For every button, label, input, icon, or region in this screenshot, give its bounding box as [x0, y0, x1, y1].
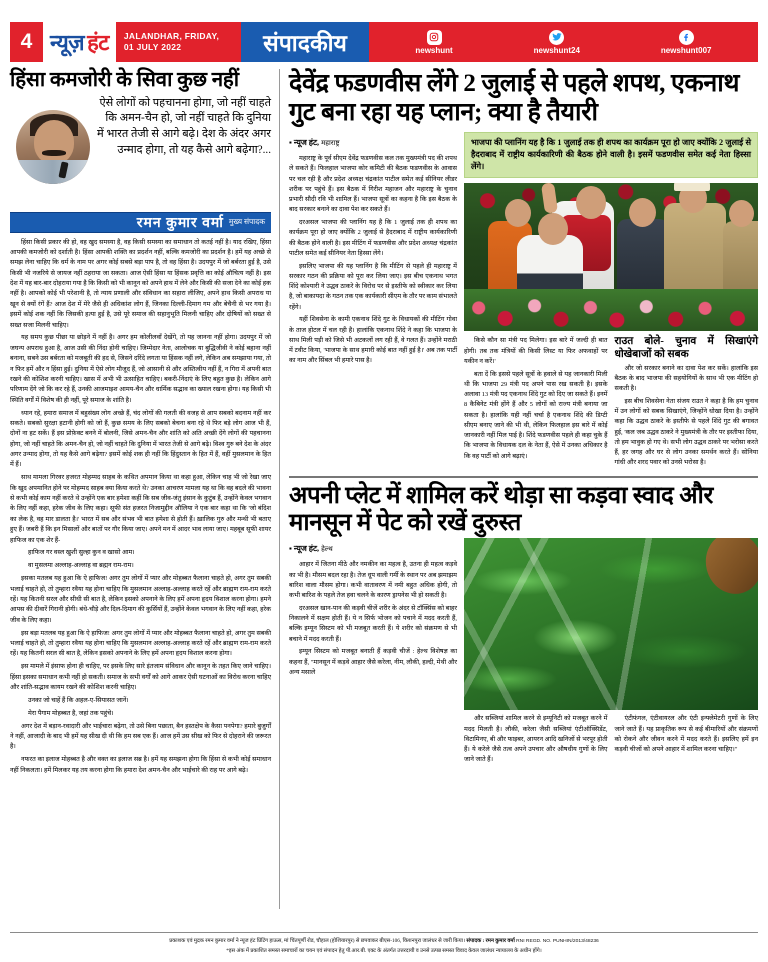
masthead-red-spacer: [227, 22, 241, 62]
article1-paragraph: दरअसल भाजपा की प्लानिंग यह है कि 1 जुलाई तक ही शपथ का कार्यक्रम पूरा हो जाए क्योंकि 2 जुलाई से हैदराबाद में राष्ट्रीय कार्यकारिणी की बैठक होने वाली है। इस मीटिंग में फडणवीस और प्रदेश अध्यक्ष चंद्रकांत पाटील समेत कई सीनियर नेता हिस्सा लेंगे।: [289, 219, 457, 257]
dateline-date: 01 JULY 2022: [123, 42, 182, 52]
editorial-verse: मेरा पैगाम मोहब्बत है, जहां तक पहुंचे।: [28, 709, 114, 717]
newspaper-logo: [43, 22, 116, 62]
article1-column-1: [289, 132, 457, 469]
articles-column: [280, 69, 758, 909]
article2-col1-body: [289, 560, 457, 678]
social-facebook[interactable]: [661, 30, 712, 55]
article2-photo: [464, 538, 758, 710]
editorial-verse: हाफिज गर वस्ल खुशी सुल्हा कुन व खासो आम।: [28, 549, 135, 557]
page-content: [10, 69, 758, 909]
social-twitter[interactable]: [534, 30, 580, 55]
article1-byline-source: न्यूज हंट,: [293, 138, 320, 147]
article2-right-block: [464, 538, 758, 765]
article1-lower-columns: [464, 336, 758, 468]
footer-editor-text: संपादक : रमन कुमार वर्मा: [466, 938, 515, 945]
article1-paragraph: महाराष्ट्र के पूर्व सीएम देवेंद्र फडणवीस कल तक मुख्यमंत्री पद की शपथ ले सकते हैं। फिलहाल भाजपा कोर कमिटी की बैठक फडणवीस के आवास पर चल रही है और प्रदेश अध्यक्ष चंद्रकांत पाटील समेत कई सीनियर लीडर शरीक पर पहुंचे हैं। इस बैठक में गिरीश महाजन और महाराष्ट्र के चुनाव प्रभारी सौदी रवि भी शामिल हैं। भाजपा सूत्रों का कहना है कि इस बैठक के बाद सरकार बनाने का दावा पेश कर सकते हैं।: [289, 155, 457, 214]
article2-lower-columns: [464, 714, 758, 765]
article2-headline: अपनी प्लेट में शामिल करें थोड़ा सा कड़वा स्वाद और मानसून में पेट को रखें दुरुस्त: [289, 482, 713, 537]
article2-column-1: [289, 538, 457, 765]
article1-photo: [464, 183, 758, 331]
article2-byline: ▪ न्यूज हंट, हेल्थ: [289, 544, 333, 554]
article2-paragraph: और सब्जियां शामिल करने से इम्यूनिटी को मजबूत करने में मदद मिलती है। लौकी, करेला जैसी सब्जियां एंटीऑक्सिडेंट, विटामिनए, बी और फाइबर, आयरन आदि खनिजों से भरपूर होती हैं। ये करेले जैसे तत्व अपने उपचार और औषधीय गुणों के लिए जाने जाते हैं।: [464, 715, 608, 764]
editorial-body: [10, 238, 271, 776]
article1-paragraph: इस बीच शिवसेना नेता संजय राउत ने कहा है कि हम चुनाव में उन लोगों को सबक सिखाएंगे, जिन्होंने धोखा दिया है। उन्होंने कहा कि उद्धव ठाकरे के इस्तीफे से पहले शिंदे गुट की बगावत हुई, 'कल जब उद्धव ठाकरे ने मुख्यमंत्री के तौर पर इस्तीफा दिया, तो हम भावुक हो गए थे। सभी लोग उद्धव ठाकरे पर भरोसा करते हैं, हर जगह और घर से लोग उनका समर्थन करते हैं। सोनिया गांधी और शरद पवार को उनसे भरोसा है।: [614, 397, 758, 467]
editorial-verse: वा मुसलमा अल्लाह-अल्लाह वा ब्रह्मन राम-राम।: [28, 562, 134, 570]
article1-paragraph: इसलिए भाजपा की यह प्लानिंग है कि मीटिंग से पहले ही महाराष्ट्र में सरकार गठन की प्रक्रिया को पूरा कर लिया जाए। इस बीच एकनाथ भगत शिंदे कोश्यारी ने उद्धव ठाकरे के विरोध पर से इस्तीफे को स्वीकार कर लिया है, जो बाकायदा के गठन तक एक कार्यकारी सीएम के तौर पर काम संभालते रहेंगे।: [289, 262, 457, 311]
editorial-paragraph: यह समय कुछ पीछा या छोड़ने में नहीं है। अगर हम कोलीलवाँ देखेंगे, तो यह जानना नहीं होगा। उदयपुर में जो जघन्य अपराध हुआ है, आज उसी की निंदा होनी चाहिए। जिम्मेदार नेता, आलोचक या बुद्धिजीवी ने कोई बहाना नहीं बनाना, सबने उस बर्बरता को मजबूती की हद से, जिसने दरिंदे लगता या हिंसक नहीं लगे, लेकिन अब समझाया गया, तो न फिर हमें और न हिंसा हुई। दुनिया में ऐसे लोग मौजूद हैं, जो आसानी से और अस्तित्वीय नहीं हैं, न गिरा में अपनी बात रखने की कोशिश करनी चाहिए। खास में अभी भी उत्साहित चाहिए। बकरी-निंदाएं के लिए बहुत कुछ है। लेकिन आगे परिणाम देंगे जो कि कर रहे हैं, उनकी आजमाइश आमय-चैन और धार्मिक सद्भाव का ख्याल रखना होगा। यह किसी भी स्थिति वर्गों में विशेष की ही नहीं, पूरे समाज के शांति है।: [10, 334, 271, 404]
editor-role: मुख्य संपादक: [228, 217, 265, 227]
footer-publisher-text: प्रकाशक एवं मुद्रक रमन कुमार वर्मा ने न्यूज हंट प्रिंटिंग हाऊस, मां चिंतपूर्णी रोड, चौहाल (होशियारपुर) से छपवाकर बीएस-106, किशनपुरा जालंधर से जारी किया।: [169, 938, 466, 945]
article2-paragraph: इम्यून सिस्टम को मजबूत बनाती हैं कड़वी चीजें : हेल्थ विशेषज्ञ का कहना हैं, "मानसून में कड़वे आहार जैसे करेला, नीम, लौकी, हल्दी, मेथी और अन्य मसाले: [289, 648, 457, 676]
article1-col1-body: [289, 154, 457, 367]
social-instagram[interactable]: [415, 30, 452, 55]
editorial-verse: उनका जो चाहें हैं कि अहल-ए-सियासत जानें।: [28, 696, 129, 704]
footer-rni-text: RNI REGD. NO. PUNHIN/2013/48236: [516, 939, 599, 945]
social-instagram-handle: newshunt: [415, 45, 453, 55]
social-bar: [369, 22, 758, 62]
editorial-paragraph: ध्यान रहे, हमारा समाज में बहुसंख्य लोग अच्छे हैं, चंद लोगों की गलती की वजह से आप सबको बदनाम नहीं कर सकते। सबको सुरक्षा हटानी होगी को जो हैं, कुछ समय के लिए सबको बेचना बना रहे थे फिर बड़े लोग आज भी हैं, दोनों ना हट सकें। हैं इस प्रोफ़ेक्ट बनने में बोलनी, जिसे अमन-चैन और शांति को अति अच्छी देंगे लोगों की पहचानना होगा, जो नहीं चाहते कि अमन-चैन हो, जो नहीं चाहते कि दुनिया में भारत तेजी से आगे बढ़े। विश्व गुरु बने देश के अंदर अगर उन्माद होगा, तो यह कैसे आगे बढ़ेगा? इसमें कोई शक ही नहीं कि हिंदुस्तान के हित में हैं, वहीं मुसलमान के हित में हैं।: [10, 409, 271, 469]
editorial-paragraph: इस बड़ा मतलब यह हुआ कि ऐ हाफिज! अगर तुम लोगों में प्यार और मोहब्बत फैलाना चाहते हो, अगर तुम सबकी भलाई चाहते हो, तो तुम्हारा रवैया यह होना चाहिए कि मुसलमान अल्लाह-अल्लाह करते रहें और ब्राह्मण राम-राम करते रहें। यह कितनी सरल सी बात है, लेकिन इसको अपनाने के लिए हमें अपना हृदय विशाल करना होगा।: [10, 629, 271, 658]
editorial-paragraph: हिंसा किसी प्रकार की हो, वह खुद समस्या है, वह किसी समस्या का समाधान तो कतई नहीं है। याद रखिए, हिंसा आपकी कमजोरी को दर्शाती है। हिंसा आपकी शक्ति का प्रदर्शन नहीं, बल्कि कमजोरी का प्रदर्शन है। हमें यह अच्छे से समझ लेना चाहिए कि धर्म के नाम पर अगर कोई सबसे बड़ा पाप है, तो वह हिंसा है। उदयपुर में जो बर्बरता हुई है, उसे किसी भी नजरिये से जायज नहीं ठहराया जा सकता। आज ऐसी हिंसा या हिंसक प्रवृत्ति का कोई औचित्य नहीं है। इस देश में यह बार-बार दोहराया गया है कि किसी को भी कानून को अपने हाथ में लेने और किसी की सजा देने का कोई हक नहीं है। आपको कोई भी परेशानी है, तो न्याय प्रणाली और संविधान का सहारा लीजिए, अपने हाथ किसी अपराध या खून से क्यों रंगें हैं? आज देश में मेरे जैसे ही अधिकांश लोग हैं, जिनका दिल्ली-दिमाग गम और बेचैनी से भर गया है। इसमें कोई शक नहीं कि जिसकी हत्या हुई है, उसे पूरे समाज की सहानुभूति मिलनी चाहिए और दोषियों को सख्त से सख्त सजा मिलनी चाहिए।: [10, 238, 271, 329]
dateline-city-day: JALANDHAR, FRIDAY,: [123, 30, 220, 41]
editorial-column: [10, 69, 280, 909]
article1-right-block: [464, 132, 758, 469]
article-fadnavis: [289, 69, 758, 469]
article2-byline-desk: हेल्थ: [321, 545, 333, 554]
newspaper-page: [0, 22, 768, 962]
editorial-paragraph: अगर देश में बड़ान-रवादारी और भाईचारा बढ़ेगा, तो उसे बिना पछाता, बैन हस्तक्षेप के कैसा पनपेगा? हमारे बुजुर्गों ने नहीं, आजादी के बाद भी हमें यह सीख दी थी कि हम सब एक हैं। आज हमें उस सीख को फिर से दोहराने की जरूरत है।: [10, 722, 271, 751]
footer-line-1: [10, 937, 758, 947]
editorial-title: हिंसा कमजोरी के सिवा कुछ नहीं: [10, 69, 239, 91]
facebook-icon: [679, 30, 694, 45]
article1-paragraph: और जो सरकार बनाने का दावा पेश कर सकें। हालांकि इस बैठक के बाद भाजपा की सहयोगियों के साथ भी एक मीटिंग हो सकती है।: [614, 364, 758, 393]
article1-headline: देवेंद्र फडणवीस लेंगे 2 जुलाई से पहले शपथ, एकनाथ गुट बना रहा यह प्लान; क्या है तैयारी: [289, 70, 740, 126]
page-number: 4: [10, 22, 43, 62]
footer-line-2: *इस अंक में प्रकाशित समस्त समाचारों का चयन एवं संपादन हेतु पी.आर.बी. एक्ट के अंतर्गत उत्तरदायी व उनसे उत्पन्न समस्त विवाद केवल जालंधर न्यायालय के अधीन होंगे।: [226, 947, 542, 954]
article1-byline-desk: महाराष्ट्र: [321, 139, 340, 147]
editorial-quote: ऐसे लोगों को पहचानना होगा, जो नहीं चाहते कि अमन-चैन हो, जो नहीं चाहते कि दुनिया में भारत तेजी से आगे बढ़े। देश के अंदर अगर उन्माद होगा, तो यह कैसे आगे बढ़ेगा?...: [97, 96, 271, 157]
article2-paragraph: दरअसल खान-पान की कड़वी चीजें शरीर के अंदर से टॉक्सिंस को बाहर निकालने में सक्षम होती हैं। ये न सिर्फ भोजन को पचाने में मदद करती हैं, बल्कि इम्यून सिस्टम को भी मजबूत करती हैं। ये शरीर को संक्रमण से भी बचाने में मदद करती हैं।: [289, 604, 457, 643]
article-divider: [289, 476, 758, 478]
article1-paragraph: किसे कौन सा मंत्री पद मिलेगा। इस बारे में जल्दी ही बात होगी। तब तक मंत्रियों की किसी लिस्ट या फिर अफवाहों पर यकीन न करें।': [464, 337, 608, 365]
section-title: संपादकीय: [241, 22, 369, 62]
article1-paragraph: यहीं शिवसेना के कामी एकनाथ शिंदे गुट के विधायकों की मीटिंग गोवा के ताज होटल में चल रही है। हालांकि एकनाथ शिंदे ने कहा कि भाजपा के साथ मिली पड़ी को जिसे भी अटकलों लग रही हैं, वे गलत हैं। उन्होंने मराठी में टवीट किया, 'भाजपा के साथ हमारी कोई बात नहीं हुई है।' अब तक पार्टी का नाम और सिंबल भी हमारे पास है।: [289, 316, 457, 365]
article1-subheading: राउत बोले- चुनाव में सिखाएंगे धोखेबाजों को सबक: [614, 336, 758, 361]
article2-paragraph: एंटीफंगल, एंटीवायरल और एंटी इन्फ्लेमेटरी गुणों के लिए जाने जाते हैं। यह प्राकृतिक रूप से कई बीमारियों और संक्रमणों को रोकने और जीवन करने में मदद करते हैं। इसलिए हमें इन कड़वी चीजों को अपने आहार में शामिल करना चाहिए।": [614, 715, 758, 754]
article1-byline: ▪ न्यूज हंट, महाराष्ट्र: [289, 138, 340, 147]
logo-text-part1: न्यूज़: [50, 30, 85, 55]
editor-signature-bar: [10, 212, 271, 233]
article1-paragraph: बता दें कि इससे पहले सूत्रों के हवाले से यह जानकारी मिली थी कि भाजपा 29 मंत्री पद अपने पास रख सकती है। इसके अलावा 13 मंत्री पद एकनाथ शिंदे गुट को दिए जा सकते हैं। इनमें 8 कैबिनेट मंत्री होंगे हैं और 5 लोगों को राज्य मंत्री बनाया जा सकता है। हालांकि यही नहीं चर्चा है एकनाथ शिंदे की डिप्टी सीएम बनाए जाने की भी थी, लेकिन फिलहाल इस बारे में कोई जानकारी नहीं मिल पाई है। शिंदे फडणवीस पहले ही कहा चुके हैं कि भाजपा के विधायक दल के नेता हैं, ऐसे में उनका अधिकार है कि वह पार्टी को आगे बढ़ाएं।: [464, 370, 608, 460]
page-footer: [10, 932, 758, 956]
editor-photo: [16, 110, 90, 184]
social-facebook-handle: newshunt007: [660, 45, 712, 55]
instagram-icon: [427, 30, 442, 45]
editor-name: रमन कुमार वर्मा: [136, 215, 224, 231]
logo-text-part2: हंट: [87, 30, 109, 55]
editorial-paragraph: इसका मतलब यह हुआ कि ऐ हाफिज! अगर तुम लोगों में प्यार और मोहब्बत फैलाना चाहते हो, अगर तुम सबकी भलाई चाहते हो, तो तुम्हारा रवैया यह होना चाहिए कि मुसलमान अल्लाह-अल्लाह करते रहें और ब्राह्मण राम-राम करते रहें। यह कितनी सरल और सीधी सी बात है, लेकिन इसको अपनाने के लिए हमें अपना हृदय विशाल करना होगा। हमने आपस की दीवारें गिरानी होगी। बंधे-चौड़े और दिल-दिमाग की कुर्सियों हैं, उन्होंने केवल भगवान के लिए नहीं कहा, हरेक जीव के लिए कहा।: [10, 575, 271, 624]
article2-paragraph: आहार में जितना मीठे और नमकीन का महत्व है, उतना ही महत्व कड़वे का भी है। मौसम बदल रहा है। तेज धूप वाली गर्मी के स्थान पर अब झमाझम बारिश वाला मौसम होगा। कभी वातावरण में नमी बहुत अधिक होगी, तो कभी बारिश के पहले तेज हवा चलने के कारण ड्रायनेस भी हो सकती है।: [289, 561, 457, 600]
editorial-quote-block: [10, 96, 271, 208]
editorial-paragraph: इस मामले में इंसाफ होना ही चाहिए, पर इसके लिए सारे इंतजाम संविधान और कानून के तहत किए जाने चाहिए। हिंसा इसका समाधान कभी नहीं हो सकती। समाज के सभी वर्गों को आगे आकर ऐसी घटनाओं का विरोध करना चाहिए और शांति-सद्भाव कायम रखने की कोशिश करनी चाहिए।: [10, 663, 271, 691]
social-twitter-handle: newshunt24: [533, 45, 580, 55]
masthead: [10, 22, 758, 62]
twitter-icon: [549, 30, 564, 45]
article1-highlight-box: भाजपा की प्लानिंग यह है कि 1 जुलाई तक ही शपथ का कार्यक्रम पूरा हो जाए क्योंकि 2 जुलाई से हैदराबाद में राष्ट्रीय कार्यकारिणी की बैठक होने वाली है। इसमें फडणवीस समेत कई नेता हिस्सा लेंगे।: [464, 132, 758, 178]
article2-byline-source: न्यूज हंट,: [293, 544, 320, 554]
article-bitter-food: [289, 483, 758, 766]
dateline: [116, 22, 227, 62]
editorial-paragraph: साथ मामला गिरवर हजरत मोहम्मद साहब के कथित अपमान किया था कहा हुआ, लेकिन चाह भी जो रेखा जाए कि खुद अपमानित होने पर मोहम्मद साहब क्या किया करते थे? उनका आचरण मामला यह था कि वह बदले की भावना से कभी कोई काम नहीं करते थे उन्होंने एक बार हमेशा कहीं कि सब जीव-जंतु इंसान के कुटुंब हैं, उन्होंने केवल भगवान के लिए नहीं कहा, हरेक जीव के लिए कहा। सूफी संत हजरत निजामुद्दीन औलिया ने एक बार कहा था कि 'जो बंदिश का लेक है, वह मार डालता है।' भारत में सब और संभव भी बात हमेशा से होती हैं। ख़ालिक गुरु और मन्थी भी बताए हुए हैं। जबरी हैं कि इन मिसालों और बातों पर गौर किया जाए। अपने मन में आदर भाव लाया जाए। महबूब सूफी शायर हाफिज का एक शेर हैं-: [10, 474, 271, 544]
editorial-paragraph: नफरत का इलाज मोहब्बत है और वक्त का इलाज सब्र है। हमें यह समझना होगा कि हिंसा से कभी कोई समाधान नहीं निकलता। हमें मिलकर यह तय करना होगा कि हमारा देश अमन-चैन और भाईचारे की राह पर आगे बढ़े।: [10, 756, 271, 774]
